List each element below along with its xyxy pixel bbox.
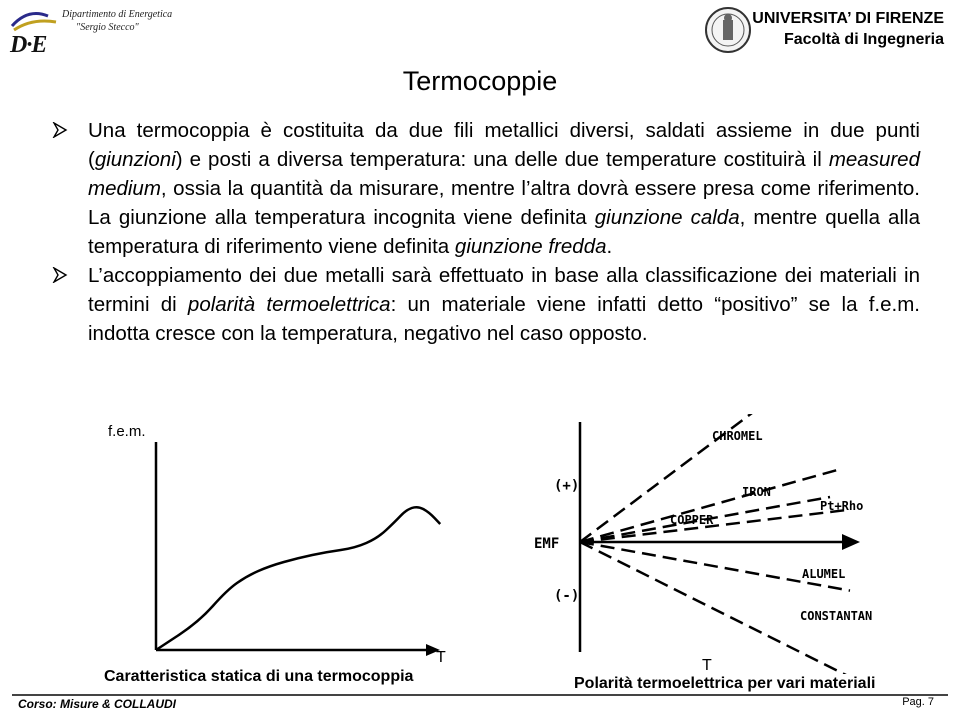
material-line-constantan: [580, 542, 873, 674]
page-title: Termocoppie: [402, 66, 558, 96]
department-abbrev: D·E: [10, 32, 47, 58]
x-axis-label: T: [436, 649, 446, 666]
fem-characteristic-chart: [96, 418, 476, 668]
footer-course: Corso: Misure & COLLAUDI: [18, 697, 177, 711]
bullet-text: , mentre quella alla temperatura di riferimento viene definita: [88, 206, 920, 258]
bullet-emphasis: giunzione fredda: [454, 235, 607, 258]
y-axis-label: f.e.m.: [108, 423, 146, 440]
bullet-emphasis: giunzioni: [94, 148, 176, 171]
bullet-text: Una termocoppia è costituita da due fili metallici diversi, saldati assieme in due punti (: [88, 119, 920, 171]
material-lines: [580, 414, 872, 674]
x-axis-label: T: [702, 657, 712, 674]
fem-curve: [156, 507, 440, 650]
bullet-text: L’accoppiamento dei due metalli sarà effettuato in base alla classificazione dei materiali in termini di: [88, 264, 920, 316]
page-number: Pag. 7: [902, 696, 934, 708]
bullet-list: [48, 116, 920, 348]
bullet-text: , ossia la quantità da misurare, mentre l’altra dovrà essere presa come riferimento. La giunzione alla temperatura incognita viene definita: [88, 177, 920, 229]
arrow-bullet-icon: [52, 122, 68, 138]
material-line-iron: [580, 469, 840, 542]
faculty-name: Facoltà di Ingegneria: [783, 31, 944, 48]
university-seal-icon: [704, 6, 752, 54]
bullet-text: : un materiale viene infatti detto “positivo” se la f.e.m. indotta cresce con la temperatura, negativo nel caso opposto.: [88, 293, 920, 345]
material-label: CHROMEL: [712, 429, 763, 443]
chart1-caption: Caratteristica statica di una termocoppia: [104, 668, 414, 685]
x-axis-arrow: [842, 534, 860, 550]
chart2-caption: Polarità termoelettrica per vari materiali: [574, 675, 876, 692]
material-label: IRON: [742, 485, 771, 499]
bullet-emphasis: polarità termoelettrica: [187, 293, 391, 316]
department-name: [62, 8, 172, 34]
negative-marker: (-): [554, 588, 580, 604]
department-name-line2: "Sergio Stecco": [76, 22, 139, 33]
arrow-bullet-icon: [52, 267, 68, 283]
bullet-text: ) e posti a diversa temperatura: una delle due temperature costituirà il: [175, 148, 829, 171]
footer-divider: [12, 694, 948, 696]
material-label: CONSTANTAN: [800, 609, 873, 623]
university-heading: [752, 8, 944, 50]
bullet-text: .: [606, 235, 613, 258]
university-name: UNIVERSITA’ DI FIRENZE: [752, 10, 944, 27]
polarity-chart: [520, 414, 940, 674]
material-label: Pt+Rho: [820, 499, 864, 513]
material-label: COPPER: [670, 513, 714, 527]
material-label: ALUMEL: [802, 567, 846, 581]
bullet-item: [48, 116, 920, 261]
bullet-emphasis: measured medium: [88, 148, 920, 200]
bullet-emphasis: giunzione calda: [594, 206, 740, 229]
department-name-line1: Dipartimento di Energetica: [62, 9, 173, 20]
y-axis-label: EMF: [534, 536, 560, 552]
positive-marker: (+): [554, 478, 580, 494]
bullet-item: [48, 261, 920, 348]
